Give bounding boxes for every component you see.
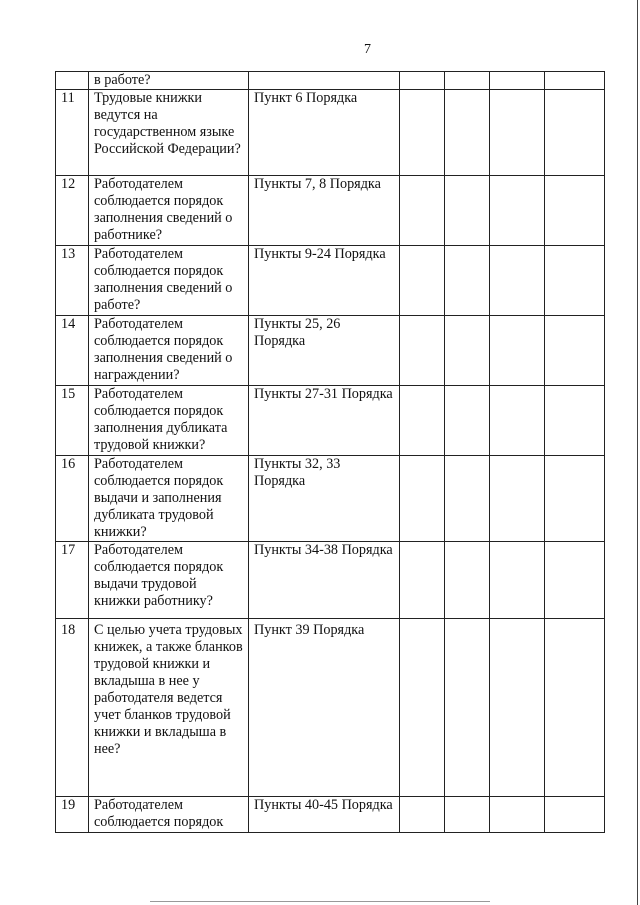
row-number: 17 [56,542,89,619]
empty-cell [490,246,545,316]
row-reference: Пункты 27-31 Порядка [249,386,400,456]
row-reference: Пункты 40-45 Порядка [249,797,400,833]
page-number: 7 [364,42,371,57]
empty-cell [400,456,445,542]
empty-cell [400,316,445,386]
empty-cell [545,176,605,246]
row-reference: Пункты 34-38 Порядка [249,542,400,619]
row-question: Работодателем соблюдается порядок заполнения сведений о работе? [89,246,249,316]
empty-cell [400,386,445,456]
table-row [56,456,605,542]
empty-cell [545,386,605,456]
page-edge-line [637,0,638,905]
empty-cell [545,72,605,90]
row-number: 13 [56,246,89,316]
empty-cell [400,619,445,797]
empty-cell [445,176,490,246]
empty-cell [445,386,490,456]
empty-cell [490,797,545,833]
empty-cell [445,90,490,176]
table-row [56,542,605,619]
empty-cell [490,619,545,797]
empty-cell [445,456,490,542]
empty-cell [490,316,545,386]
checklist-table [55,71,605,833]
empty-cell [400,72,445,90]
empty-cell [545,246,605,316]
table-row [56,246,605,316]
empty-cell [490,72,545,90]
table-row [56,90,605,176]
row-reference [249,72,400,90]
empty-cell [490,386,545,456]
table-row [56,619,605,797]
row-question: Работодателем соблюдается порядок выдачи и заполнения дубликата трудовой книжки? [89,456,249,542]
table-row [56,797,605,833]
row-number: 19 [56,797,89,833]
empty-cell [490,90,545,176]
row-number: 15 [56,386,89,456]
row-number: 18 [56,619,89,797]
empty-cell [490,176,545,246]
empty-cell [400,797,445,833]
empty-cell [545,90,605,176]
empty-cell [445,797,490,833]
empty-cell [445,316,490,386]
row-reference: Пункты 32, 33 Порядка [249,456,400,542]
table-row [56,176,605,246]
row-reference: Пункты 7, 8 Порядка [249,176,400,246]
row-question: Работодателем соблюдается порядок [89,797,249,833]
empty-cell [545,619,605,797]
empty-cell [545,797,605,833]
row-number: 12 [56,176,89,246]
row-number [56,72,89,90]
row-question: Работодателем соблюдается порядок заполнения сведений о награждении? [89,316,249,386]
row-number: 16 [56,456,89,542]
empty-cell [445,72,490,90]
row-number: 14 [56,316,89,386]
row-number: 11 [56,90,89,176]
scan-bottom-line [150,901,490,902]
row-question: в работе? [89,72,249,90]
empty-cell [490,456,545,542]
empty-cell [545,542,605,619]
table-row [56,386,605,456]
row-reference: Пункты 25, 26 Порядка [249,316,400,386]
empty-cell [445,542,490,619]
empty-cell [400,176,445,246]
empty-cell [445,246,490,316]
empty-cell [545,456,605,542]
empty-cell [400,246,445,316]
empty-cell [445,619,490,797]
empty-cell [400,542,445,619]
empty-cell [400,90,445,176]
row-question: Работодателем соблюдается порядок заполнения сведений о работнике? [89,176,249,246]
empty-cell [545,316,605,386]
table-row [56,316,605,386]
row-question: Трудовые книжки ведутся на государственном языке Российской Федерации? [89,90,249,176]
table-row [56,72,605,90]
empty-cell [490,542,545,619]
row-reference: Пункт 39 Порядка [249,619,400,797]
row-question: Работодателем соблюдается порядок выдачи трудовой книжки работнику? [89,542,249,619]
row-question: С целью учета трудовых книжек, а также бланков трудовой книжки и вкладыша в нее у работодателя ведется учет бланков трудовой книжки и вкладыша в нее? [89,619,249,797]
row-question: Работодателем соблюдается порядок заполнения дубликата трудовой книжки? [89,386,249,456]
row-reference: Пункт 6 Порядка [249,90,400,176]
row-reference: Пункты 9-24 Порядка [249,246,400,316]
